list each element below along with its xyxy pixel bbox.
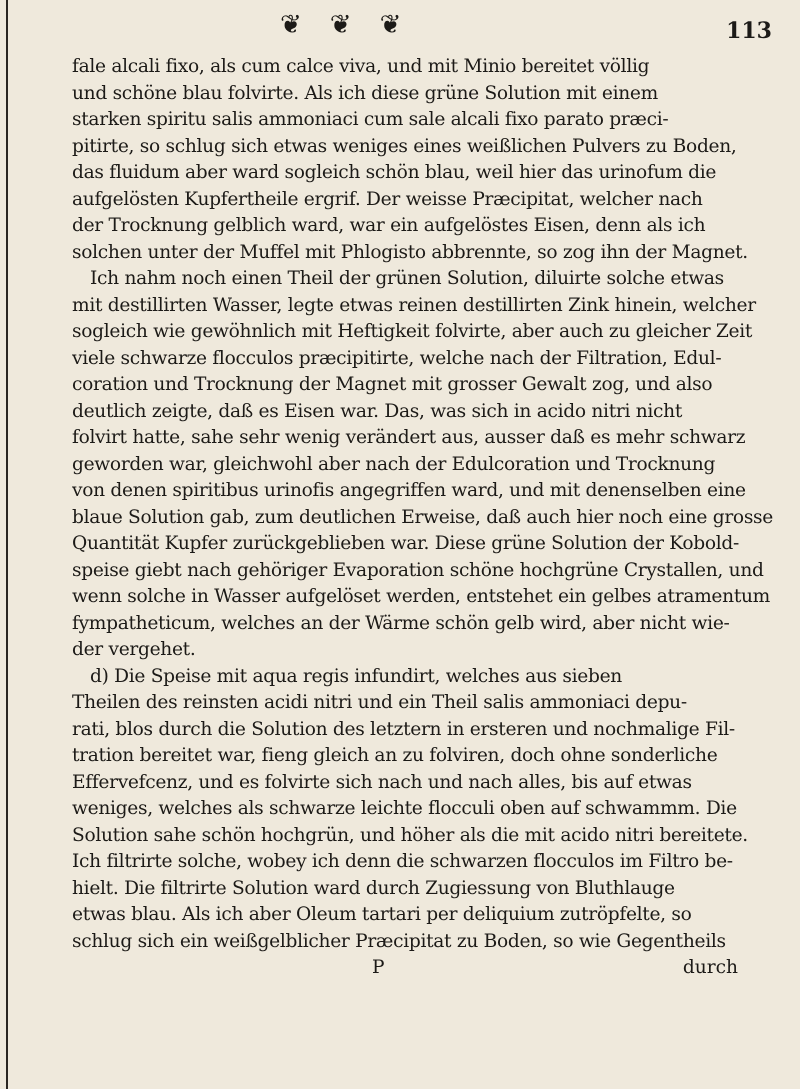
page-header <box>72 8 778 48</box>
text-line: aufgelösten Kupfertheile ergrif. Der weisse Præcipitat, welcher nach <box>72 188 703 210</box>
text-line: deutlich zeigte, daß es Eisen war. Das, was sich in acido nitri nicht <box>72 400 682 422</box>
text-line: viele schwarze flocculos præcipitirte, welche nach der Filtration, Edul- <box>72 347 722 369</box>
catchword: durch <box>682 957 738 978</box>
text-line: rati, blos durch die Solution des letztern in ersteren und nochmalige Fil- <box>72 718 735 740</box>
text-line: der vergehet. <box>72 639 196 660</box>
text-line: pitirte, so schlug sich etwas weniges eines weißlichen Pulvers zu Boden, <box>72 135 737 157</box>
ornament-icon: ❦ <box>329 10 352 40</box>
text-line: weniges, welches als schwarze leichte flocculi oben auf schwammm. Die <box>72 798 737 819</box>
page-number: 113 <box>726 18 772 44</box>
ornament-icon: ❦ <box>280 10 302 40</box>
text-line: hielt. Die filtrirte Solution ward durch Zugiessung von Bluthlauge <box>72 877 675 899</box>
text-line: etwas blau. Als ich aber Oleum tartari per deliquium zutröpfelte, so <box>72 904 692 925</box>
text-line: wenn solche in Wasser aufgelöset werden, entstehet ein gelbes atramentum <box>72 586 770 607</box>
text-line: und schöne blau folvirte. Als ich diese grüne Solution mit einem <box>72 82 658 104</box>
ornament-icon: ❦ <box>379 10 402 40</box>
body-text <box>72 54 778 981</box>
text-line: coration und Trocknung der Magnet mit grosser Gewalt zog, und also <box>72 374 713 395</box>
text-line: fympatheticum, welches an der Wärme schön gelb wird, aber nicht wie- <box>72 612 730 634</box>
text-line: tration bereitet war, fieng gleich an zu folviren, doch ohne sonderliche <box>72 745 718 766</box>
text-line: starken spiritu salis ammoniaci cum sale alcali fixo parato præci- <box>72 109 669 130</box>
signature-mark: P <box>372 957 385 978</box>
text-line: d) Die Speise mit aqua regis infundirt, welches aus sieben <box>90 665 622 687</box>
text-line: Effervefcenz, und es folvirte sich nach und nach alles, bis auf etwas <box>72 771 692 793</box>
page-footer <box>72 955 778 981</box>
text-line: mit destillirten Wasser, legte etwas reinen destillirten Zink hinein, welcher <box>72 294 756 316</box>
text-line: Theilen des reinsten acidi nitri und ein Theil salis ammoniaci depu- <box>72 692 687 713</box>
text-line: sogleich wie gewöhnlich mit Heftigkeit folvirte, aber auch zu gleicher Zeit <box>72 321 753 342</box>
text-line: von denen spiritibus urinofis angegriffen ward, und mit denenselben eine <box>72 480 746 501</box>
text-line: der Trocknung gelblich ward, war ein aufgelöstes Eisen, denn als ich <box>72 215 706 236</box>
text-line: das fluidum aber ward sogleich schön blau, weil hier das urinofum die <box>72 162 717 183</box>
text-line: Ich filtrirte solche, wobey ich denn die schwarzen flocculos im Filtro be- <box>72 851 733 872</box>
text-line: solchen unter der Muffel mit Phlogisto abbrennte, so zog ihn der Magnet. <box>72 241 748 263</box>
text-line: Quantität Kupfer zurückgeblieben war. Diese grüne Solution der Kobold- <box>72 533 740 554</box>
text-line: folvirt hatte, sahe sehr wenig verändert aus, ausser daß es mehr schwarz <box>72 427 746 448</box>
page-edge-shadow <box>6 0 8 1089</box>
text-line: speise giebt nach gehöriger Evaporation schöne hochgrüne Crystallen, und <box>72 559 764 581</box>
text-line: Solution sahe schön hochgrün, und höher als die mit acido nitri bereitete. <box>72 824 748 846</box>
header-ornaments <box>280 10 401 40</box>
text-line: Ich nahm noch einen Theil der grünen Solution, diluirte solche etwas <box>90 268 724 289</box>
text-line: blaue Solution gab, zum deutlichen Erweise, daß auch hier noch eine grosse <box>72 506 774 528</box>
text-line: geworden war, gleichwohl aber nach der Edulcoration und Trocknung <box>72 453 716 475</box>
text-line: fale alcali fixo, als cum calce viva, und mit Minio bereitet völlig <box>72 56 650 77</box>
text-line: schlug sich ein weißgelblicher Præcipitat zu Boden, so wie Gegentheils <box>72 930 726 952</box>
